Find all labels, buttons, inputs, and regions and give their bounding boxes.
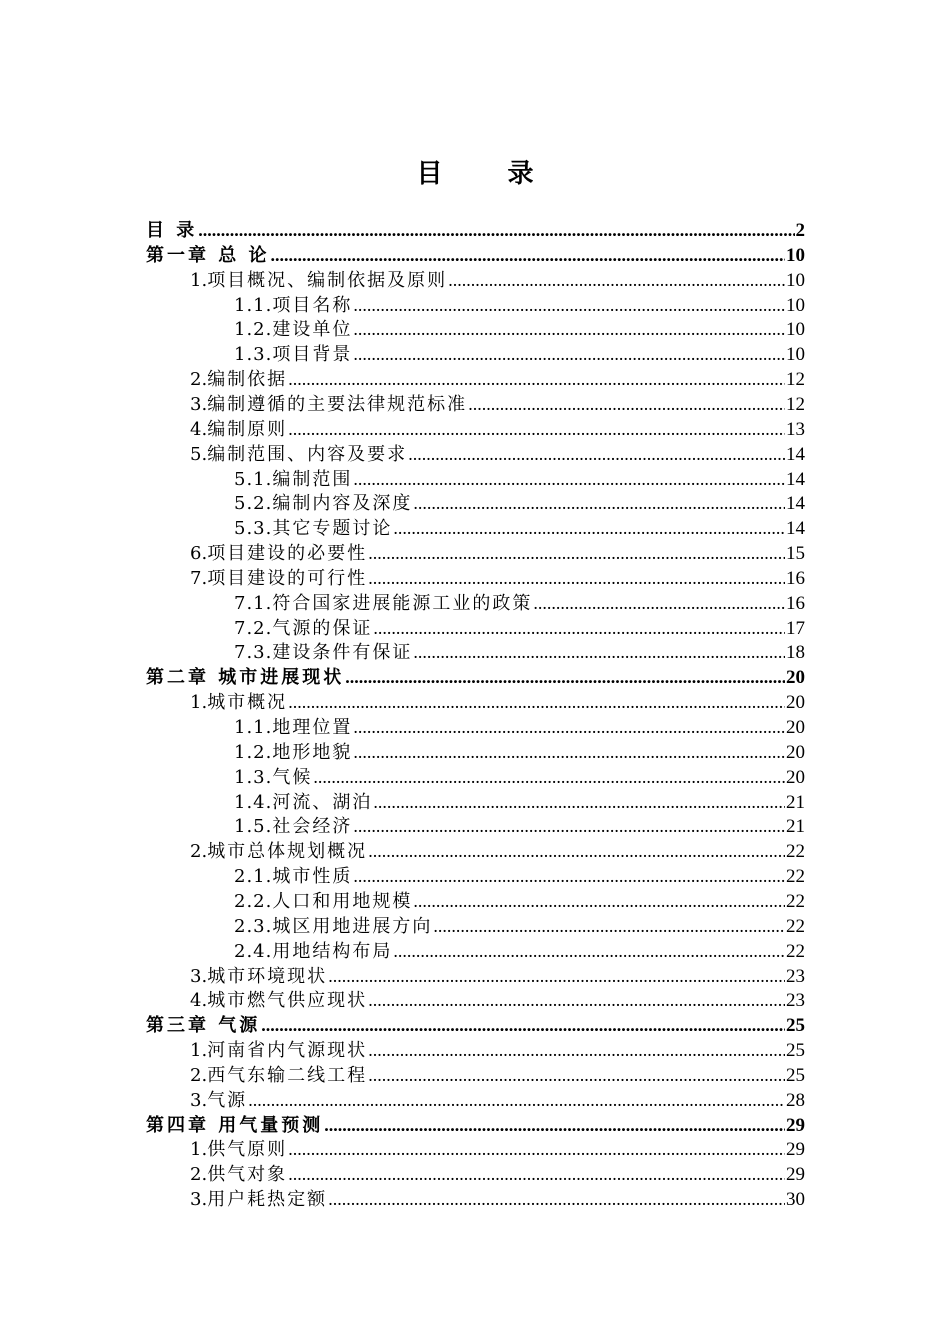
toc-entry-number: 6. [190,543,208,565]
toc-entry-number: 2.4. [234,940,273,962]
toc-entry-label: 气源的保证 [272,617,373,639]
toc-dot-leader [368,566,785,591]
toc-entry-label: 编制原则 [207,418,288,440]
toc-entry[interactable] [234,715,805,740]
toc-entry-number: 1.3. [234,766,273,788]
toc-entry-number: 1. [190,692,208,714]
toc-entry[interactable] [234,591,805,616]
toc-entry[interactable] [190,541,805,566]
toc-page-number: 10 [786,344,805,366]
toc-dot-leader [413,491,785,516]
toc-dot-leader [373,790,785,815]
toc-entry-label: 第四章 用气量预测 [146,1114,324,1136]
toc-dot-leader [373,616,785,641]
toc-entry-label: 第一章 总 论 [146,244,270,266]
toc-entry-number: 7. [190,567,208,589]
toc-dot-leader [468,392,785,417]
toc-page-number: 12 [786,369,805,391]
toc-entry-number: 2. [190,1064,208,1086]
toc-entry-number: 4. [190,990,208,1012]
toc-entry[interactable] [190,268,805,293]
toc-entry-label: 城市概况 [207,692,288,714]
toc-entry[interactable] [190,1038,805,1063]
toc-entry-label: 项目背景 [272,344,353,366]
toc-entry-number: 1.2. [234,741,273,763]
toc-dot-leader [328,964,785,989]
toc-page-number: 13 [786,418,805,440]
toc-entry-label: 建设单位 [272,319,353,341]
toc-page-number: 16 [786,567,805,589]
toc-entry-number: 4. [190,418,208,440]
toc-entry-number: 5. [190,443,208,465]
toc-entry-label: 用地结构布局 [272,940,393,962]
toc-dot-leader [448,268,785,293]
toc-page-number: 10 [786,269,805,291]
toc-entry[interactable] [234,914,805,939]
toc-page-number: 10 [786,319,805,341]
toc-entry-number: 2.1. [234,866,273,888]
toc-entry-number: 7.3. [234,642,273,664]
toc-page-number: 20 [786,692,805,714]
toc-entry-number: 5.1. [234,468,273,490]
toc-entry-label: 建设条件有保证 [272,642,413,664]
toc-entry-label: 城市总体规划概况 [207,841,368,863]
toc-entry[interactable] [234,467,805,492]
toc-dot-leader [288,690,785,715]
toc-dot-leader [413,640,785,665]
toc-dot-leader [368,1038,785,1063]
toc-page-number: 25 [786,1040,805,1062]
toc-dot-leader [368,839,785,864]
toc-title: 目 录 [416,159,562,189]
toc-entry-label: 项目概况、编制依据及原则 [207,269,448,291]
toc-page-number: 22 [786,841,805,863]
toc-dot-leader [353,715,785,740]
toc-entry-label: 气源 [207,1089,248,1111]
toc-entry-label: 第二章 城市进展现状 [146,667,345,689]
toc-page-number: 16 [786,592,805,614]
toc-entry-label: 编制内容及深度 [272,493,413,515]
toc-entry-number: 7.1. [234,592,273,614]
toc-dot-leader [324,1113,785,1138]
toc-entry[interactable] [146,243,805,268]
toc-dot-leader [353,467,785,492]
toc-entry[interactable] [190,417,805,442]
toc-page-number: 20 [786,766,805,788]
toc-entry-label: 西气东输二线工程 [207,1064,368,1086]
toc-entry[interactable] [190,1137,805,1162]
toc-page-number: 25 [786,1015,805,1037]
toc-entry[interactable] [190,442,805,467]
toc-dot-leader [433,914,785,939]
toc-dot-leader [288,367,785,392]
toc-page-number: 21 [786,791,805,813]
toc-dot-leader [413,889,785,914]
toc-page-number: 10 [786,294,805,316]
toc-entry-label: 第三章 气源 [146,1015,261,1037]
toc-entry-number: 1.1. [234,717,273,738]
toc-page-number: 22 [786,915,805,937]
toc-entry-label: 项目建设的可行性 [207,567,368,589]
toc-dot-leader [368,988,785,1013]
toc-page-number: 14 [786,518,805,540]
toc-page-number: 25 [786,1064,805,1086]
toc-entry-label: 城市环境现状 [207,965,328,987]
toc-entry[interactable] [146,1013,805,1038]
toc-dot-leader [313,765,785,790]
toc-entry[interactable] [190,392,805,417]
toc-dot-leader [288,1162,785,1187]
toc-entry[interactable] [234,790,805,815]
toc-dot-leader [368,541,785,566]
toc-entry-label: 项目名称 [272,294,353,316]
toc-page-number: 17 [786,617,805,639]
toc-entry-label: 社会经济 [272,816,353,838]
toc-entry-number: 1.2. [234,319,273,341]
toc-page-number: 14 [786,443,805,465]
toc-page-number: 14 [786,468,805,490]
toc-entry-number: 3. [190,1089,208,1111]
toc-entry[interactable] [190,1063,805,1088]
toc-entry[interactable] [234,616,805,641]
toc-dot-leader [353,317,785,342]
toc-entry[interactable] [234,317,805,342]
toc-entry-label: 编制依据 [207,369,288,391]
toc-entry-label: 河南省内气源现状 [207,1040,368,1062]
toc-entry-number: 2. [190,369,208,391]
toc-page-number: 29 [786,1139,805,1161]
toc-dot-leader [328,1187,785,1212]
toc-entry[interactable] [234,939,805,964]
toc-page-number: 20 [786,667,805,689]
toc-page-number: 29 [786,1164,805,1186]
toc-page-number: 22 [786,866,805,888]
toc-entry-label: 项目建设的必要性 [207,543,368,565]
toc-dot-leader [353,814,785,839]
toc-dot-leader [345,665,785,690]
toc-page-number: 14 [786,493,805,515]
toc-entry-number: 7.2. [234,617,273,639]
toc-entry-number: 5.3. [234,518,273,540]
toc-entry-number: 1. [190,269,208,291]
toc-dot-leader [393,516,785,541]
toc-entry-label: 气候 [272,766,313,788]
toc-page-number: 20 [786,717,805,738]
toc-entry-label: 供气对象 [207,1164,288,1186]
toc-entry[interactable] [190,1088,805,1113]
toc-entry-number: 1.1. [234,294,273,316]
toc-dot-leader [248,1088,785,1113]
toc-dot-leader [261,1013,785,1038]
toc-entry[interactable] [190,1162,805,1187]
toc-page-number: 10 [786,244,805,266]
toc-entry[interactable] [234,814,805,839]
toc-entry-label: 城市燃气供应现状 [207,990,368,1012]
toc-page-number: 15 [786,543,805,565]
toc-entry-label: 河流、湖泊 [272,791,373,813]
toc-entry[interactable] [234,765,805,790]
toc-page-number: 30 [786,1189,805,1211]
toc-entry-label: 地形地貌 [272,741,353,763]
toc-entry-label: 用户耗热定额 [207,1189,328,1211]
toc-entry-label: 符合国家进展能源工业的政策 [272,592,533,614]
toc-page-number: 22 [786,940,805,962]
toc-page-number: 21 [786,816,805,838]
toc-entry-number: 2. [190,1164,208,1186]
toc-entry-number: 3. [190,965,208,987]
toc-entry[interactable] [234,342,805,367]
toc-page-number: 22 [786,890,805,912]
toc-entry-label: 编制遵循的主要法律规范标准 [207,393,468,415]
toc-entry-label: 人口和用地规模 [272,890,413,912]
toc-page-number: 20 [786,741,805,763]
toc-entry-label: 编制范围、内容及要求 [207,443,408,465]
toc-entry[interactable] [190,690,805,715]
toc-entry-label: 目 录 [146,220,198,241]
toc-page-number: 23 [786,965,805,987]
toc-entry[interactable] [234,864,805,889]
toc-entry-number: 2. [190,841,208,863]
toc-page-number: 12 [786,393,805,415]
toc-page-number: 2 [795,220,805,241]
toc-entry[interactable] [190,566,805,591]
toc-entry-number: 5.2. [234,493,273,515]
toc-entry-label: 供气原则 [207,1139,288,1161]
toc-dot-leader [288,417,785,442]
toc-dot-leader [288,1137,785,1162]
toc-dot-leader [353,864,785,889]
toc-dot-leader [353,740,785,765]
toc-entry[interactable] [190,988,805,1013]
toc-entry-number: 1.3. [234,344,273,366]
toc-dot-leader [353,293,785,318]
toc-entry-number: 1. [190,1139,208,1161]
toc-entry[interactable] [190,367,805,392]
toc-entry-label: 编制范围 [272,468,353,490]
toc-entry[interactable] [234,491,805,516]
toc-page-number: 18 [786,642,805,664]
toc-entry-label: 城区用地进展方向 [272,915,433,937]
toc-entry-label: 城市性质 [272,866,353,888]
toc-entry[interactable] [146,665,805,690]
toc-dot-leader [198,218,794,243]
toc-entry[interactable] [234,740,805,765]
toc-entry[interactable] [146,1113,805,1138]
toc-dot-leader [408,442,785,467]
toc-entry[interactable] [234,293,805,318]
toc-entry-label: 其它专题讨论 [272,518,393,540]
toc-entry-number: 3. [190,1189,208,1211]
toc-dot-leader [393,939,785,964]
toc-entry[interactable] [190,964,805,989]
toc-dot-leader [353,342,785,367]
toc-dot-leader [533,591,785,616]
toc-entry[interactable] [234,640,805,665]
toc-entry-number: 1.5. [234,816,273,838]
toc-entry[interactable] [190,839,805,864]
toc-entry-label: 地理位置 [272,717,353,738]
toc-page-number: 29 [786,1114,805,1136]
toc-dot-leader [271,243,785,268]
toc-dot-leader [368,1063,785,1088]
toc-entry[interactable] [190,1187,805,1212]
toc-entry-number: 1. [190,1040,208,1062]
toc-entry-number: 3. [190,393,208,415]
toc-entry[interactable] [234,516,805,541]
toc-entry[interactable] [234,889,805,914]
toc-page-number: 23 [786,990,805,1012]
toc-entry-number: 2.2. [234,890,273,912]
toc-entry[interactable] [146,218,805,243]
toc-entry-number: 1.4. [234,791,273,813]
toc-page-number: 28 [786,1089,805,1111]
toc-entry-number: 2.3. [234,915,273,937]
